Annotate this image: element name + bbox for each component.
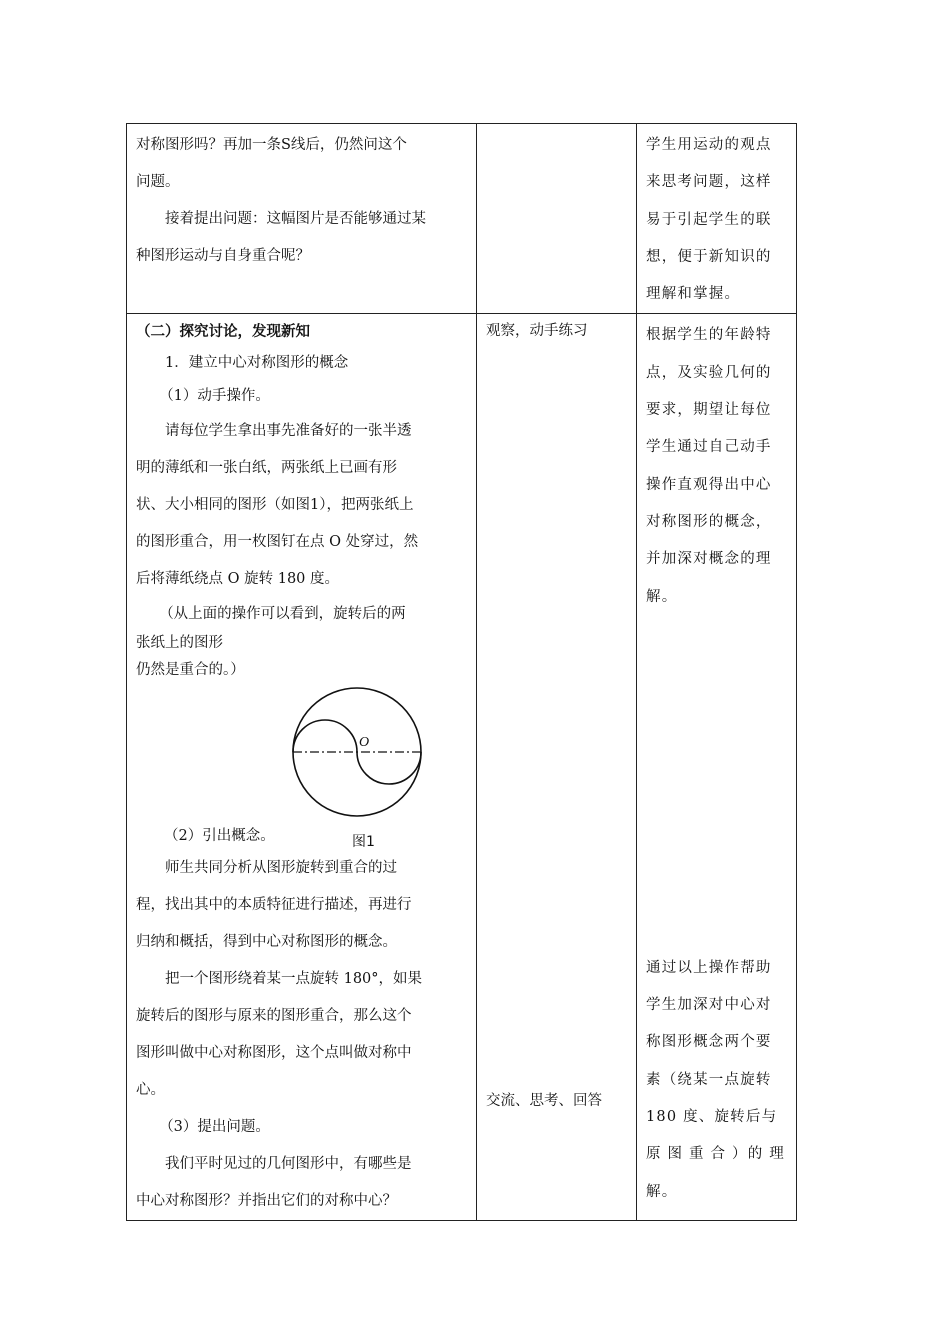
teaching-content-cell (127, 314, 477, 1221)
text-line: 解。 (646, 588, 678, 605)
text-line: 请每位学生拿出事先准备好的一张半透 (165, 423, 412, 440)
activity-text: 观察，动手练习 (486, 323, 588, 340)
table-row (127, 124, 797, 314)
design-intent-cell (637, 314, 797, 1221)
text-line: 易于引起学生的联 (646, 211, 772, 228)
text-line: 种图形运动与自身重合呢？ (136, 248, 310, 264)
text-line: 来思考问题，这样 (646, 174, 772, 191)
text-line: 称图形概念两个要 (646, 1034, 772, 1051)
text-line: 图形叫做中心对称图形，这个点叫做对称中 (136, 1045, 412, 1062)
text-line: 后将薄纸绕点 O 旋转 180 度。 (136, 571, 339, 588)
student-activity-cell (477, 314, 637, 1221)
text-line: 张纸上的图形 (136, 635, 223, 652)
figure-caption-row (136, 820, 468, 850)
text-line: 我们平时见过的几何图形中，有哪些是 (165, 1156, 412, 1173)
step-title: 1．建立中心对称图形的概念 (165, 355, 349, 372)
text-line: 程，找出其中的本质特征进行描述，再进行 (136, 897, 412, 914)
text-line: 学生用运动的观点 (646, 137, 772, 153)
taiji-circle-figure (291, 685, 431, 820)
text-line: 并加深对概念的理 (646, 551, 772, 568)
text-line: 的图形重合，用一枚图钉在点 O 处穿过，然 (136, 534, 419, 551)
text-line: 180 度、旋转后与 (646, 1109, 778, 1126)
student-activity-cell (477, 124, 637, 314)
text-line: 要求，期望让每位 (646, 402, 772, 419)
text-line: 心。 (136, 1082, 165, 1099)
lesson-plan-table (126, 123, 797, 1221)
text-line: 学生通过自己动手 (646, 439, 772, 456)
text-line: 素（绕某一点旋转 (646, 1071, 772, 1088)
text-line: 归纳和概括，得到中心对称图形的概念。 (136, 934, 397, 951)
sub-heading: （1）动手操作。 (159, 388, 270, 405)
text-line: 状、大小相同的图形（如图1），把两张纸上 (136, 497, 414, 514)
text-line: 学生加深对中心对 (646, 997, 772, 1014)
text-line: 通过以上操作帮助 (646, 959, 772, 976)
text-line: 仍然是重合的。） (136, 662, 245, 679)
text-line: 点，及实验几何的 (646, 364, 772, 381)
center-point-label: O (359, 735, 370, 751)
sub-heading: （3）提出问题。 (159, 1119, 270, 1136)
figure-1 (136, 685, 468, 820)
text-line: 理解和掌握。 (646, 286, 741, 303)
text-line: 师生共同分析从图形旋转到重合的过 (165, 860, 397, 877)
section-heading: （二）探究讨论，发现新知 (136, 323, 310, 341)
text-line: 解。 (646, 1183, 678, 1200)
text-line: 问题。 (136, 174, 180, 190)
text-line: 把一个图形绕着某一点旋转 180°，如果 (165, 971, 423, 988)
text-line: 根据学生的年龄特 (646, 327, 772, 344)
text-line: 明的薄纸和一张白纸，两张纸上已画有形 (136, 460, 397, 477)
text-line: 想，便于新知识的 (646, 248, 772, 265)
teaching-content-cell (127, 124, 477, 314)
table-row (127, 314, 797, 1221)
text-line: 旋转后的图形与原来的图形重合，那么这个 (136, 1008, 412, 1025)
text-line: 中心对称图形？并指出它们的对称中心？ (136, 1193, 397, 1210)
text-line: 原 图 重 合 ）的 理 (646, 1146, 785, 1163)
text-line: （从上面的操作可以看到，旋转后的两 (159, 606, 406, 623)
activity-text: 交流、思考、回答 (486, 1093, 602, 1110)
text-line: 接着提出问题：这幅图片是否能够通过某 (165, 211, 426, 227)
text-line: 对称图形吗？再加一条S线后，仍然问这个 (136, 137, 407, 153)
text-line: 对称图形的概念， (646, 513, 772, 530)
text-line: 操作直观得出中心 (646, 476, 772, 493)
figure-caption: 图1 (352, 834, 375, 851)
sub-heading: （2）引出概念。 (164, 828, 275, 845)
design-intent-cell (637, 124, 797, 314)
